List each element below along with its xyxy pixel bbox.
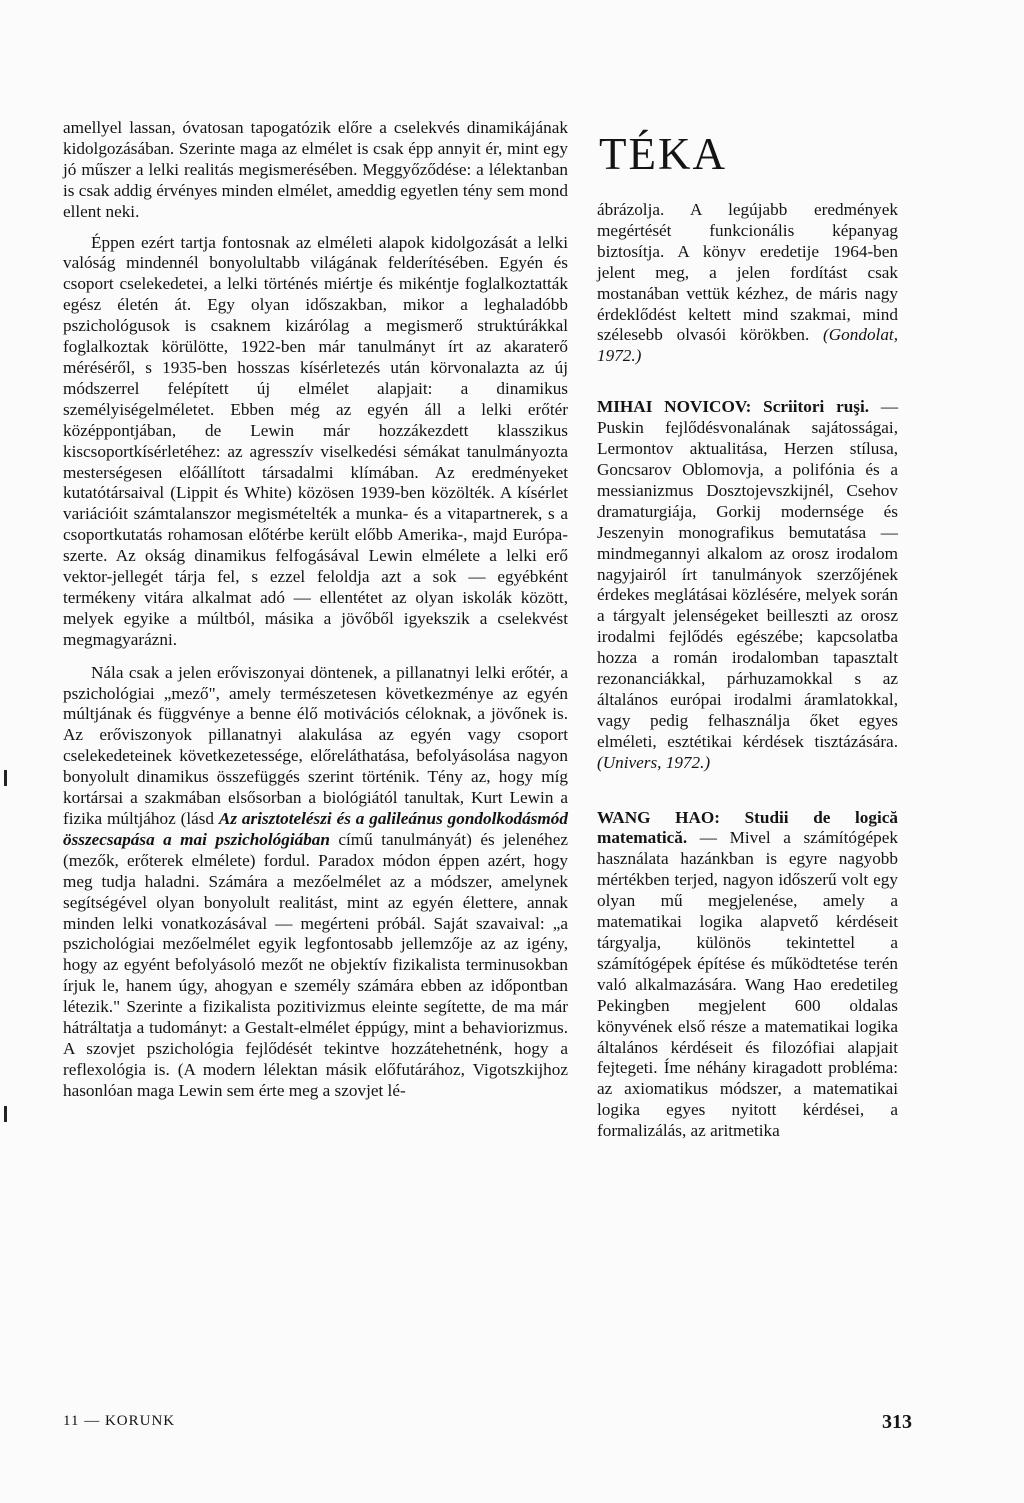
margin-mark <box>4 770 7 786</box>
footer-journal-label: 11 — KORUNK <box>63 1413 176 1429</box>
entry-title: MIHAI NOVICOV: Scriitori ruşi. <box>597 397 870 417</box>
entry-text: — Puskin fejlődésvonalának sajátosságai, Lermontov aktualitása, Herzen stílusa, Goncsarov Oblomovja, a polifónia és a messianizmus Dosztojevszkijnél, Csehov dramaturgiája, Gorkij modernsége és Jeszenyin monografikus bemutatása — mindmegannyi alkalom az orosz irodalom nagyjairól írt tanulmányok szerzőjének érdekes meglátásai közlésére, melyek során a tárgyalt jelenségeket beilleszti az orosz irodalmi fejlődés egészébe; kapcsolatba hozza a román irodalomban tapasztalt rezonanciákkal, párhuzamokkal s az általános európai irodalmi áramlatokkal, vagy pedig felhasználja őket egyes elméleti, esztétikai kérdések tisztázására. <box>597 397 899 751</box>
cited-title: Az arisztotelészi és a galileánus gondolkodásmód összecsapása a mai pszichológiában <box>63 809 568 849</box>
entry-source: (Univers, 1972.) <box>597 752 711 772</box>
paragraph <box>63 663 568 1102</box>
entry-text: — Mivel a számítógépek használata hazánkban is egyre nagyobb mértékben terjed, nagyon időszerű volt egy olyan mű megjelenése, amely a matematikai logika alapvető kérdéseit tárgyalja, különös tekintettel a számítógépek építése és működtetése terén való alkalmazására. Wang Hao eredetileg Pekingben megjelent 600 oldalas könyvének első része a matematikai logika általános kérdéseit és filozófiai alapjait fejtegeti. Íme néhány kiragadott probléma: az axiomatikus módszer, a matematikai logika egyes nyitott kérdései, a formalizálás, az aritmetika <box>597 828 898 1141</box>
entry-text: ábrázolja. A legújabb eredmények megértését funkcionális képanyag biztosítja. A könyv eredetije 1964-ben jelent meg, a jelen fordítást csak mostanában vettük kézhez, de máris nagy érdeklődést keltett mind szakmai, mind szélesebb olvasói körökben. <box>597 200 898 345</box>
section-title: TÉKA <box>599 129 727 179</box>
paragraph: amellyel lassan, óvatosan tapogatózik előre a cselekvés dinamikájának kidolgozásában. Szerinte maga az elmélet is csak épp annyit ér, mint egy jó műszer a lelki realitás megismerésében. Meggyőződése: a lélektanban is csak addig érvényes minden elmélet, ameddig egyetlen tény sem mond ellent neki. <box>63 118 568 221</box>
page-number: 313 <box>882 1411 912 1433</box>
entry-title: WANG HAO: Studii de logică matematică. <box>597 807 898 848</box>
paragraph-text: című tanulmányát) és jelenéhez (mezők, erőterek elmélete) fordul. Paradox módon éppen azért, hogy meg tudja haladni. Számára a mezőelmélet az a módszer, amelynek segítségével olyan bonyolult realitást, mint az egyén élettere, annak minden lelki vonatkozásával — megérteni próbál. Saját szavaival: „a pszichológiai mezőelmélet egyik legfontosabb jellemzője az az igény, hogy az egyént befolyásoló mezőt ne objektív fizikalista terminusokban írjuk le, hanem úgy, ahogyan e személy számára ebben az időpontban létezik." Szerinte a fizikalista pozitivizmus eleinte segítette, de ma már hátráltatja a tudományt: a Gestalt-elmélet éppúgy, mint a behaviorizmus. A szovjet pszichológia fejlődését tekintve hozzátehetnénk, hogy a reflexológia is. (A modern lélektan másik előfutárához, Vigotszkijhoz hasonlóan maga Lewin sem érte meg a szovjet lé- <box>63 829 568 1100</box>
book-review-entry <box>597 808 898 1143</box>
entry-source: (Gondolat, 1972.) <box>597 325 898 366</box>
book-review-entry <box>597 397 898 773</box>
left-text-column <box>63 118 568 1102</box>
margin-mark <box>4 1106 7 1122</box>
paragraph-text: Nála csak a jelen erőviszonyai döntenek, a pillanatnyi lelki erőtér, a pszichológiai „mező", amely természetesen következménye az egyén múltjának és függvénye a benne élő motivációs céloknak, a jövőnek is. Az erőviszonyok pillanatnyi alakulása az egyén vagy csoport cselekedeteinek következetessége, előreláthatása, befolyásolása nagyon bonyolult dinamikus összefüggés szerint történik. Tény az, hogy míg kortársai a szakmában elsősorban a biológiától tanultak, Kurt Lewin a fizika múltjához (lásd <box>63 662 568 828</box>
book-review-entry <box>597 200 898 367</box>
paragraph: Éppen ezért tartja fontosnak az elméleti alapok kidolgozását a lelki valóság mindennél bonyolultabb világának felderítésében. Egyén és csoport cselekedetei, a lelki történés miértje és mikéntje foglalkoztatták egész életén át. Egy olyan időszakban, mikor a leghaladóbb pszichológusok is csaknem kizárólag a megismerő struktúrákkal foglalkoztak körülötte, 1922-ben már tanulmányt írt az akaraterő méréséről, s 1935-ben hosszas kísérletezés után körvonalazta az új módszerrel felépített új elmélet alapjait: a dinamikus személyiségelméletet. Ebben még az egyén áll a lelki erőtér középpontjában, de Lewin már hozzákezdett klasszikus kiscsoportkísérletéhez: az agresszív viselkedési sémákat tanulmányozta mesterségesen előállított társadalmi klímában. Az eredményeket kutatótársaival (Lippit és White) közösen 1939-ben közölték. A kísérlet variációit számtalanszor megismételték a munka- és a vitapartnerek, s a csoportkutatás rohamosan előtérbe került előbb Amerika-, majd Európa-szerte. Az okság dinamikus felfogásával Lewin elmélete a lelki erő vektor-jellegét tárja fel, s ezzel feloldja azt a sok — egyébként termékeny vitára alkalmat adó — ellentétet az olyan iskolák között, melyek egyike a múltból, másika a jövőből igyekszik a cselekvést megmagyarázni. <box>63 232 568 649</box>
right-text-column <box>597 200 898 1142</box>
